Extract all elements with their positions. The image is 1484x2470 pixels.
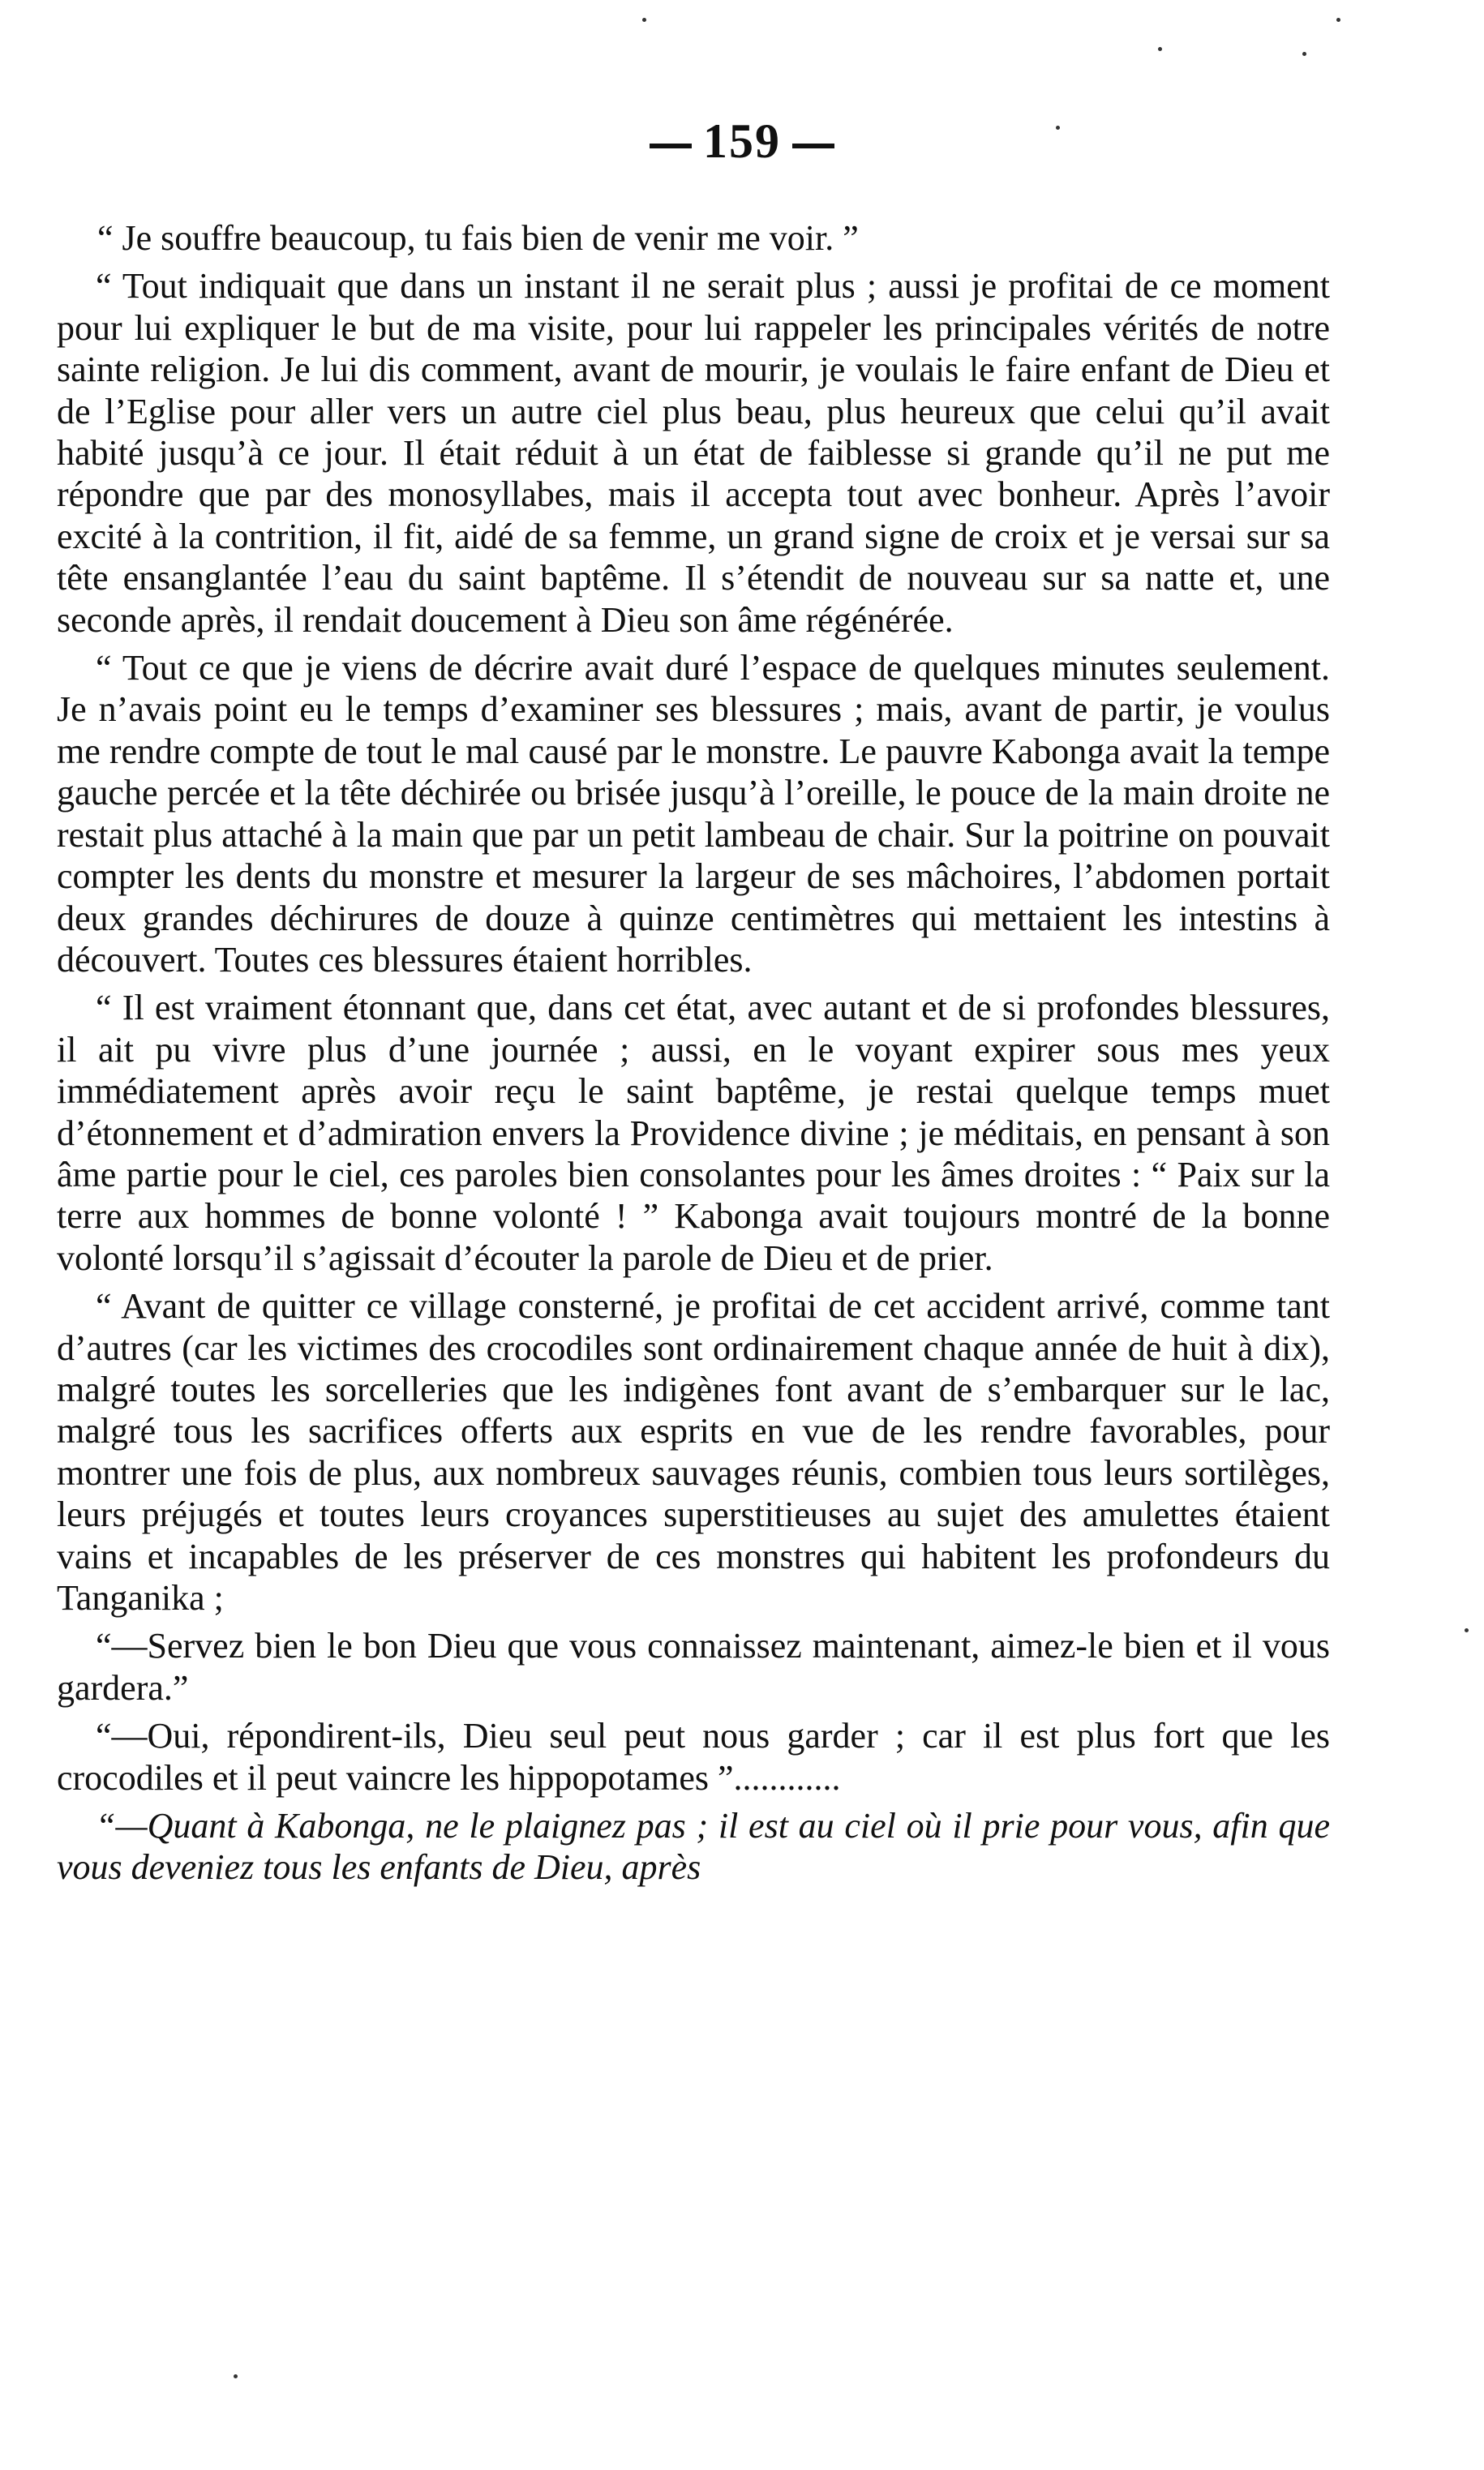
print-speck (1465, 1628, 1469, 1632)
print-speck (1158, 47, 1162, 51)
paragraph-kabonga: “—Quant à Kabonga, ne le plaignez pas ; il est au ciel où il prie pour vous, afin que vous deveniez tous les enfants de Dieu, après (57, 1806, 1330, 1888)
print-speck (1056, 126, 1060, 130)
paragraph-dialogue-quote: “ Je souffre beaucoup, tu fais bien de venir me voir. ” (97, 218, 859, 258)
print-speck (234, 2374, 238, 2378)
paragraph-baptism: “ Tout indiquait que dans un instant il ne serait plus ; aussi je profitai de ce moment pour lui expliquer le but de ma visite, pour lui rappeler les principales vérités de notre sainte religion. Je lui dis comment, avant de mourir, je voulais le faire enfant de Dieu et de l’Eglise pour aller vers un autre ciel plus beau, plus heureux que celui qu’il avait habité jusqu’à ce jour. Il était réduit à un état de faiblesse si grande qu’il ne put me répondre que par des monosyllabes, mais il accepta tout avec bonheur. Après l’avoir excité à la contrition, il fit, aidé de sa femme, un grand signe de croix et je versai sur sa tête ensanglantée l’eau du saint baptême. Il s’étendit de nouveau sur sa natte et, une seconde après, il rendait doucement à Dieu son âme régénérée. (57, 266, 1330, 640)
paragraph-providence: “ Il est vraiment étonnant que, dans cet état, avec autant et de si profondes blessures, il ait pu vivre plus d’une journée ; aussi, en le voyant expirer sous mes yeux immédiatement après avoir reçu le saint baptême, je restai quelque temps muet d’étonnement et d’admiration envers la Providence divine ; je méditais, en pensant à son âme partie pour le ciel, ces paroles bien consolantes pour les âmes droites : “ Paix sur la terre aux hommes de bonne volonté ! ” Kabonga avait toujours montré de la bonne volonté lorsqu’il s’agissait d’écouter la parole de Dieu et de prier. (57, 988, 1330, 1278)
page-number: 159 (638, 114, 846, 169)
page-header (0, 114, 1484, 169)
print-speck (642, 18, 646, 22)
print-speck (1336, 18, 1340, 22)
paragraph-exhortation: “—Servez bien le bon Dieu que vous connaissez maintenant, aimez-le bien et il vous gardera.” (57, 1626, 1330, 1708)
paragraph-village: “ Avant de quitter ce village consterné, je profitai de cet accident arrivé, comme tant d’autres (car les victimes des crocodiles sont ordinairement chaque année de huit à dix), malgré toutes les sorcelleries que les indigènes font avant de s’embarquer sur le lac, malgré tous les sacrifices offerts aux esprits en vue de les rendre favorables, pour montrer une fois de plus, aux nombreux sauvages réunis, combien tous leurs sortilèges, leurs préjugés et toutes leurs croyances superstitieuses au sujet des amulettes étaient vains et incapables de les préserver de ces monstres qui habitent les profondeurs du Tanganika ; (57, 1286, 1330, 1618)
paragraph-reply: “—Oui, répondirent-ils, Dieu seul peut nous garder ; car il est plus fort que les crocodiles et il peut vaincre les hippopotames ”............ (57, 1716, 1330, 1798)
print-speck (1302, 52, 1306, 56)
page-body (57, 217, 1330, 1895)
paragraph-wounds: “ Tout ce que je viens de décrire avait duré l’espace de quelques minutes seulement. Je n’avais point eu le temps d’examiner ses blessures ; mais, avant de partir, je voulus me rendre compte de tout le mal causé par le monstre. Le pauvre Kabonga avait la tempe gauche percée et la tête déchirée ou brisée jusqu’à l’oreille, le pouce de la main droite ne restait plus attaché à la main que par un petit lambeau de chair. Sur la poitrine on pouvait compter les dents du monstre et mesurer la largeur de ses mâchoires, l’abdomen portait deux grandes déchirures de douze à quinze centimètres qui mettaient les intestins à découvert. Toutes ces blessures étaient horribles. (57, 648, 1330, 980)
